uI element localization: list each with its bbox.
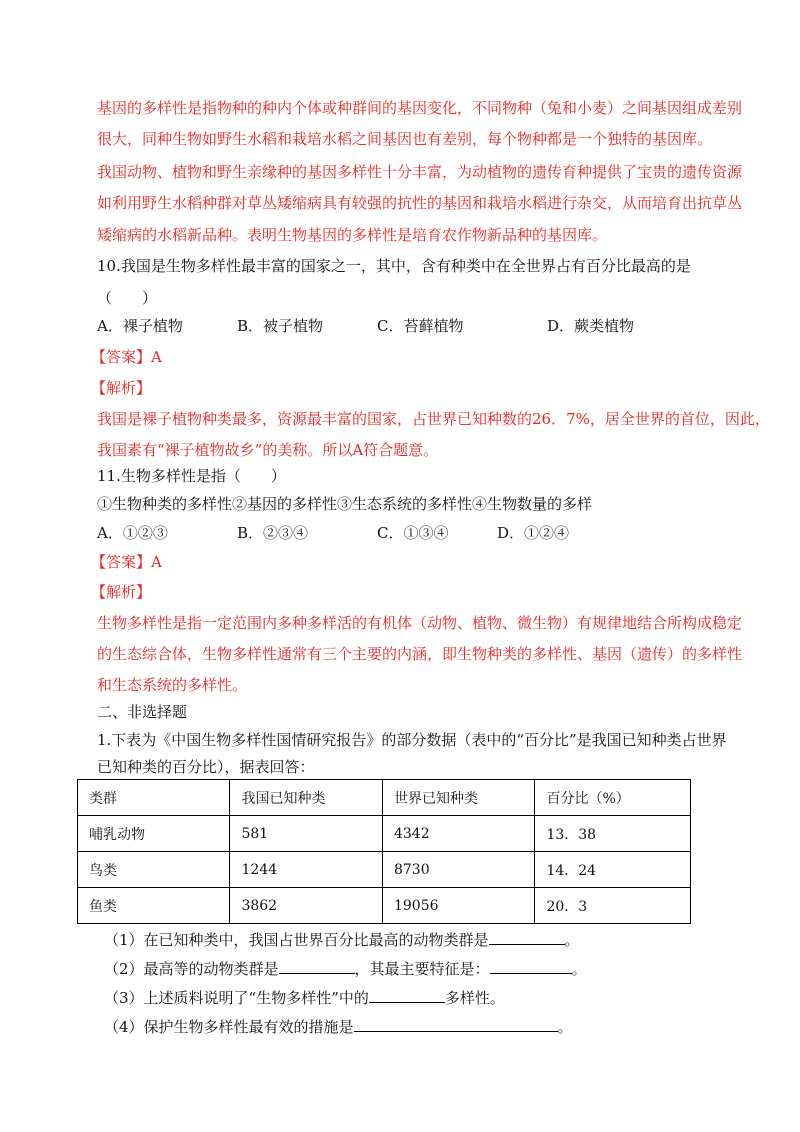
explanation-line: 如利用野生水稻种群对草丛矮缩病具有较强的抗性的基因和栽培水稻进行杂交，从而培育出抗草丛 <box>97 194 743 212</box>
question-10-stem: 10.我国是生物多样性最丰富的国家之一，其中，含有种类中在全世界占有百分比最高的是 <box>97 257 691 275</box>
table-header-cell: 百分比（%） <box>535 780 691 816</box>
species-table <box>77 779 691 924</box>
table-cell: 鱼类 <box>78 888 230 924</box>
table-row <box>78 888 691 924</box>
table-cell: 哺乳动物 <box>78 816 230 852</box>
table-cell: 14．24 <box>535 852 691 888</box>
q11-option-b: B．②③④ <box>237 524 309 542</box>
subquestion-text: （1）在已知种类中，我国占世界百分比最高的动物类群是 <box>104 931 489 949</box>
table-cell: 4342 <box>382 816 534 852</box>
table-cell: 1244 <box>230 852 382 888</box>
subquestion-3 <box>104 988 505 1008</box>
answer-blank[interactable] <box>490 959 572 974</box>
table-cell: 13．38 <box>535 816 691 852</box>
answer-blank[interactable] <box>354 1017 558 1032</box>
table-row <box>78 852 691 888</box>
q10-analysis-label: 【解析】 <box>91 379 152 397</box>
q1-stem-line: 已知种类的百分比），据表回答： <box>97 758 315 776</box>
question-10-paren: （ ） <box>97 289 158 307</box>
q11-option-a: A．①②③ <box>97 524 168 542</box>
subquestion-text: 。 <box>557 1018 573 1036</box>
q11-analysis-line: 生物多样性是指一定范围内多种多样活的有机体（动物、植物、微生物）有规律地结合所构成稳定 <box>97 614 743 632</box>
answer-blank[interactable] <box>279 959 355 974</box>
q10-answer: 【答案】A <box>91 348 162 366</box>
answer-blank[interactable] <box>369 988 445 1003</box>
table-cell: 3862 <box>230 888 382 924</box>
q11-analysis-label: 【解析】 <box>91 583 152 601</box>
subquestion-text: （4）保护生物多样性最有效的措施是 <box>104 1018 354 1036</box>
q11-option-c: C．①③④ <box>377 524 449 542</box>
table-header-cell: 世界已知种类 <box>382 780 534 816</box>
subquestion-4 <box>104 1017 573 1037</box>
section-heading: 二、非选择题 <box>97 703 188 721</box>
q11-answer: 【答案】A <box>91 553 162 571</box>
table-cell: 8730 <box>382 852 534 888</box>
answer-blank[interactable] <box>489 930 565 945</box>
subquestion-1 <box>104 930 580 950</box>
subquestion-text: 多样性。 <box>444 989 505 1007</box>
q10-option-d: D．蕨类植物 <box>547 317 635 335</box>
table-header-row <box>78 780 691 816</box>
explanation-line: 矮缩病的水稻新品种。表明生物基因的多样性是培育农作物新品种的基因库。 <box>97 226 608 244</box>
q10-analysis-line: 我国素有“裸子植物故乡”的美称。所以A符合题意。 <box>97 441 439 459</box>
q10-option-c: C．苔藓植物 <box>377 317 464 335</box>
table-header-cell: 类群 <box>78 780 230 816</box>
subquestion-text: 。 <box>564 931 580 949</box>
table-cell: 20．3 <box>535 888 691 924</box>
subquestion-text: ，其最主要特征是： <box>354 960 490 978</box>
q10-option-b: B．被子植物 <box>237 317 324 335</box>
q10-option-a: A．裸子植物 <box>97 317 183 335</box>
table-cell: 鸟类 <box>78 852 230 888</box>
table-cell: 581 <box>230 816 382 852</box>
q10-analysis-line: 我国是裸子植物种类最多，资源最丰富的国家，占世界已知种数的26．7%，居全世界的首位，因此， <box>97 410 770 428</box>
question-11-stem: 11.生物多样性是指（ ） <box>97 467 286 485</box>
table-header-cell: 我国已知种类 <box>230 780 382 816</box>
q11-option-d: D．①②④ <box>497 524 570 542</box>
explanation-line: 基因的多样性是指物种的种内个体或种群间的基因变化，不同物种（兔和小麦）之间基因组成差别 <box>97 99 743 117</box>
subquestion-2 <box>104 959 587 979</box>
explanation-line: 很大，同种生物如野生水稻和栽培水稻之间基因也有差别，每个物种都是一个独特的基因库。 <box>97 130 713 148</box>
table-row <box>78 816 691 852</box>
subquestion-text: （3）上述质料说明了“生物多样性”中的 <box>104 989 369 1007</box>
subquestion-text: （2）最高等的动物类群是 <box>104 960 279 978</box>
explanation-line: 我国动物、植物和野生亲缘种的基因多样性十分丰富，为动植物的遗传育种提供了宝贵的遗传资源 <box>97 163 743 181</box>
q1-stem-line: 1.下表为《中国生物多样性国情研究报告》的部分数据（表中的“百分比”是我国已知种类占世界 <box>97 731 727 749</box>
q11-analysis-line: 的生态综合体，生物多样性通常有三个主要的内涵，即生物种类的多样性、基因（遗传）的多样性 <box>97 645 743 663</box>
table-cell: 19056 <box>382 888 534 924</box>
subquestion-text: 。 <box>571 960 587 978</box>
q11-analysis-line: 和生态系统的多样性。 <box>97 676 248 694</box>
question-11-items: ①生物种类的多样性②基因的多样性③生态系统的多样性④生物数量的多样 <box>97 495 593 513</box>
